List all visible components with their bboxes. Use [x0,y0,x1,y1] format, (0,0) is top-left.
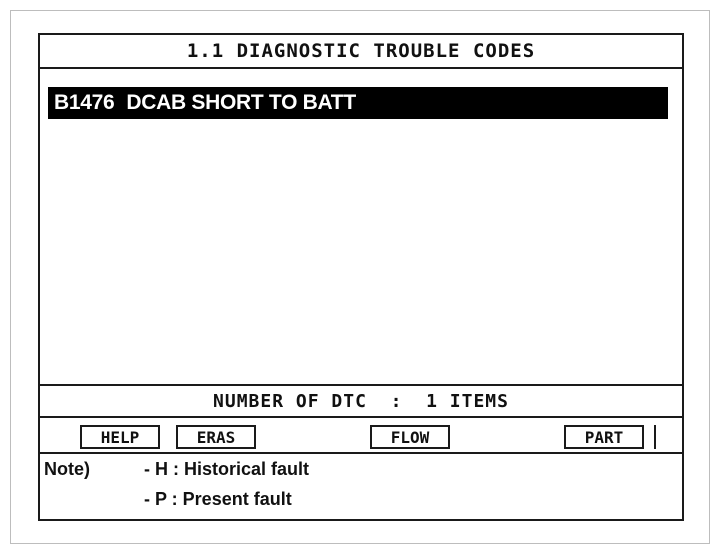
notes-section [40,454,682,519]
dtc-description: DCAB SHORT TO BATT [126,91,356,114]
dtc-list [40,69,682,384]
help-button[interactable]: HELP [80,425,160,449]
dtc-count-status: NUMBER OF DTC : 1 ITEMS [40,384,682,418]
diagnostic-screen [38,33,684,521]
note-label: Note) [44,459,90,479]
note-present-fault: - P : Present fault [144,489,292,509]
function-key-divider [654,425,656,449]
part-button[interactable]: PART [564,425,644,449]
dtc-row-selected[interactable] [48,87,668,119]
note-historical-fault: - H : Historical fault [144,459,310,479]
dtc-code: B1476 [54,91,115,114]
flow-button[interactable]: FLOW [370,425,450,449]
function-key-bar [40,418,682,454]
erase-button[interactable]: ERAS [176,425,256,449]
screen-title: 1.1 DIAGNOSTIC TROUBLE CODES [40,35,682,69]
